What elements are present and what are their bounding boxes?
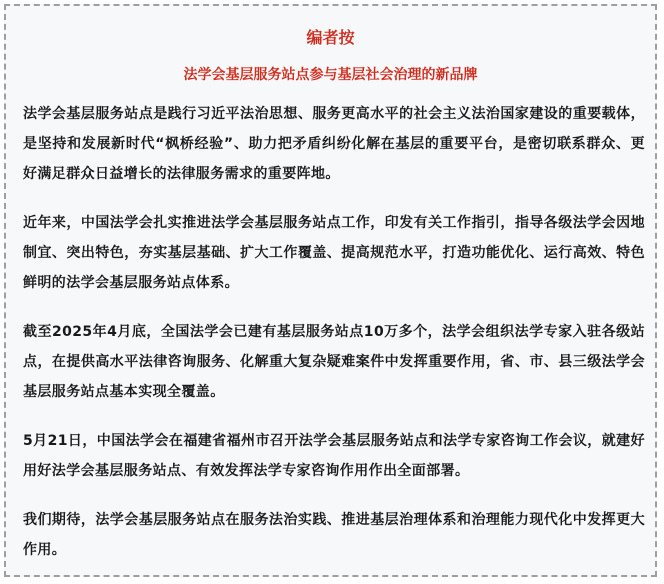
- paragraph-4: 5月21日，中国法学会在福建省福州市召开法学会基层服务站点和法学专家咨询工作会议，就建好用好法学会基层服务站点、有效发挥法学专家咨询作用作出全面部署。: [23, 433, 645, 479]
- paragraph-1: 法学会基层服务站点是践行习近平法治思想、服务更高水平的社会主义法治国家建设的重要载体，是坚持和发展新时代“枫桥经验”、助力把矛盾纠纷化解在基层的重要平台，是密切联系群众、更好满足群众日益增长的法律服务需求的重要阵地。: [23, 106, 645, 182]
- editor-note-subtitle: 法学会基层服务站点参与基层社会治理的新品牌: [183, 67, 478, 83]
- paragraph-2: 近年来，中国法学会扎实推进法学会基层服务站点工作，印发有关工作指引，指导各级法学会因地制宜、突出特色，夯实基层基础、扩大工作覆盖、提高规范水平，打造功能优化、运行高效、特色鲜明的法学会基层服务站点体系。: [23, 215, 645, 291]
- editor-note-label: 编者按: [306, 28, 355, 47]
- editor-note-box: [4, 4, 657, 577]
- paragraph-3: 截至2025年4月底，全国法学会已建有基层服务站点10万多个，法学会组织法学专家入驻各级站点，在提供高水平法律咨询服务、化解重大复杂疑难案件中发挥重要作用，省、市、县三级法学会基层服务站点基本实现全覆盖。: [23, 324, 645, 400]
- editor-note-body: [6, 99, 655, 565]
- paragraph-5: 我们期待，法学会基层服务站点在服务法治实践、推进基层治理体系和治理能力现代化中发挥更大作用。: [23, 512, 645, 558]
